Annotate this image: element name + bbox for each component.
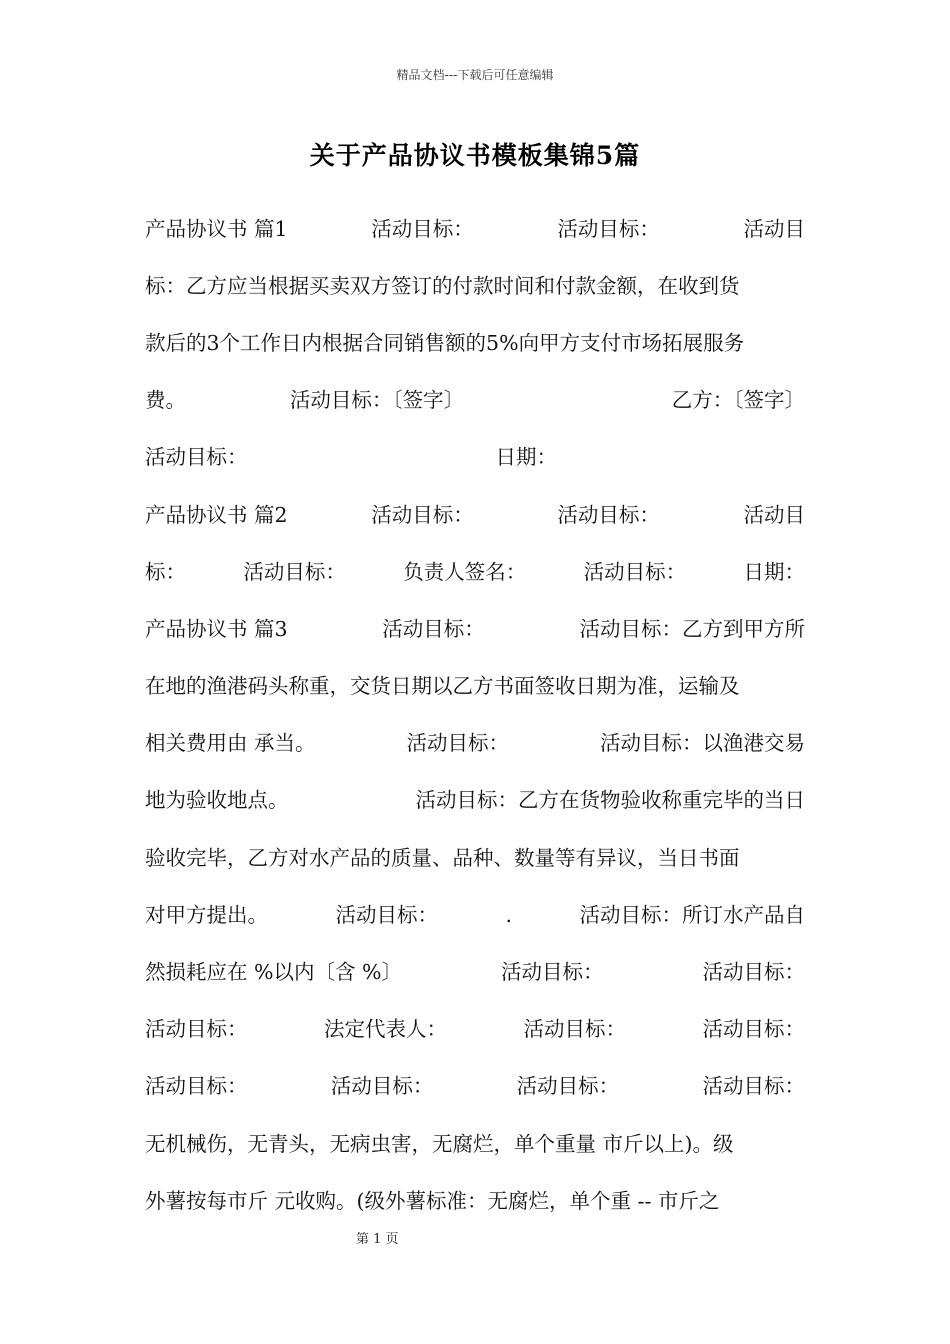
- text-segment: 标：: [145, 559, 186, 584]
- text-segment: 活动目标：乙方到甲方所: [579, 616, 805, 641]
- text-segment: 活动目标：: [557, 502, 660, 527]
- text-segment: 地为验收地点。: [145, 788, 289, 813]
- text-segment: 负责人签名：: [403, 559, 527, 584]
- text-line: [145, 429, 805, 486]
- text-segment: 日期：: [743, 559, 805, 584]
- text-line: [145, 486, 805, 543]
- text-segment: 活动目: [743, 502, 805, 527]
- text-segment: 产品协议书 篇2: [145, 502, 288, 527]
- text-segment: 活动目标：乙方在货物验收称重完毕的当日: [415, 788, 805, 813]
- text-segment: 活动目标：: [145, 1074, 248, 1099]
- text-segment: 活动目标：: [501, 960, 604, 985]
- text-segment: 活动目标：: [702, 1017, 805, 1042]
- text-segment: 日期：: [495, 445, 557, 470]
- text-line: [145, 1172, 805, 1229]
- text-line: [145, 829, 805, 886]
- text-segment: 法定代表人：: [324, 1017, 447, 1042]
- text-line: [145, 886, 805, 943]
- header-note: 精品文档---下载后可任意编辑: [396, 68, 554, 82]
- text-line: [145, 543, 805, 600]
- text-segment: 活动目标：: [583, 559, 687, 584]
- text-segment: 活动目标：: [523, 1017, 626, 1042]
- text-segment: 对甲方提出。: [145, 902, 268, 927]
- text-line: [145, 257, 805, 314]
- text-line: [145, 943, 805, 1000]
- text-segment: 费。: [145, 388, 186, 413]
- text-segment: 活动目标：: [702, 960, 805, 985]
- text-segment: 产品协议书 篇3: [145, 616, 288, 641]
- text-line: [145, 772, 805, 829]
- text-segment: 活动目标：: [243, 559, 346, 584]
- text-segment: 相关费用由 承当。: [145, 731, 316, 756]
- text-segment: 活动目标：: [557, 216, 660, 241]
- text-line: [145, 1058, 805, 1115]
- document-title: 关于产品协议书模板集锦5篇: [309, 141, 641, 170]
- text-segment: 活动目标：: [382, 616, 485, 641]
- text-segment: 乙方：〔签字〕: [671, 388, 805, 413]
- text-segment: 活动目标：: [371, 502, 474, 527]
- text-segment: 活动目: [743, 216, 805, 241]
- text-segment: 验收完毕，乙方对水产品的质量、品种、数量等有异议，当日书面: [145, 845, 740, 870]
- text-line: [145, 1115, 805, 1172]
- text-segment: 活动目标：所订水产品自: [579, 902, 805, 927]
- text-line: [145, 200, 805, 257]
- text-line: [145, 1001, 805, 1058]
- text-line: [145, 600, 805, 657]
- text-line: [145, 715, 805, 772]
- text-segment: 活动目标：: [702, 1074, 805, 1099]
- text-segment: 无机械伤，无青头，无病虫害，无腐烂，单个重量 市斤以上)。级: [145, 1131, 734, 1156]
- text-segment: 产品协议书 篇1: [145, 216, 288, 241]
- text-segment: .: [505, 902, 512, 927]
- text-line: [145, 658, 805, 715]
- text-segment: 活动目标：〔签字〕: [289, 388, 465, 413]
- text-segment: 活动目标：: [145, 1017, 248, 1042]
- page-number: 第 1 页: [356, 1232, 399, 1247]
- text-segment: 活动目标：: [406, 731, 510, 756]
- text-line: [145, 372, 805, 429]
- text-segment: 在地的渔港码头称重，交货日期以乙方书面签收日期为准，运输及: [145, 674, 740, 699]
- text-segment: 款后的3个工作日内根据合同销售额的5%向甲方支付市场拓展服务: [145, 330, 745, 355]
- text-segment: 活动目标：: [330, 1074, 434, 1099]
- text-segment: 标：乙方应当根据买卖双方签订的付款时间和付款金额，在收到货: [145, 273, 740, 298]
- text-segment: 活动目标：以渔港交易: [600, 731, 805, 756]
- text-segment: 外薯按每市斤 元收购。(级外薯标准：无腐烂，单个重 -- 市斤之: [145, 1188, 720, 1213]
- text-line: [145, 314, 805, 371]
- text-segment: 活动目标：: [371, 216, 474, 241]
- text-segment: 活动目标：: [516, 1074, 620, 1099]
- text-segment: 然损耗应在 %以内〔含 %〕: [145, 960, 402, 985]
- text-segment: 活动目标：: [335, 902, 438, 927]
- document-body: [145, 200, 805, 1229]
- text-segment: 活动目标：: [145, 445, 248, 470]
